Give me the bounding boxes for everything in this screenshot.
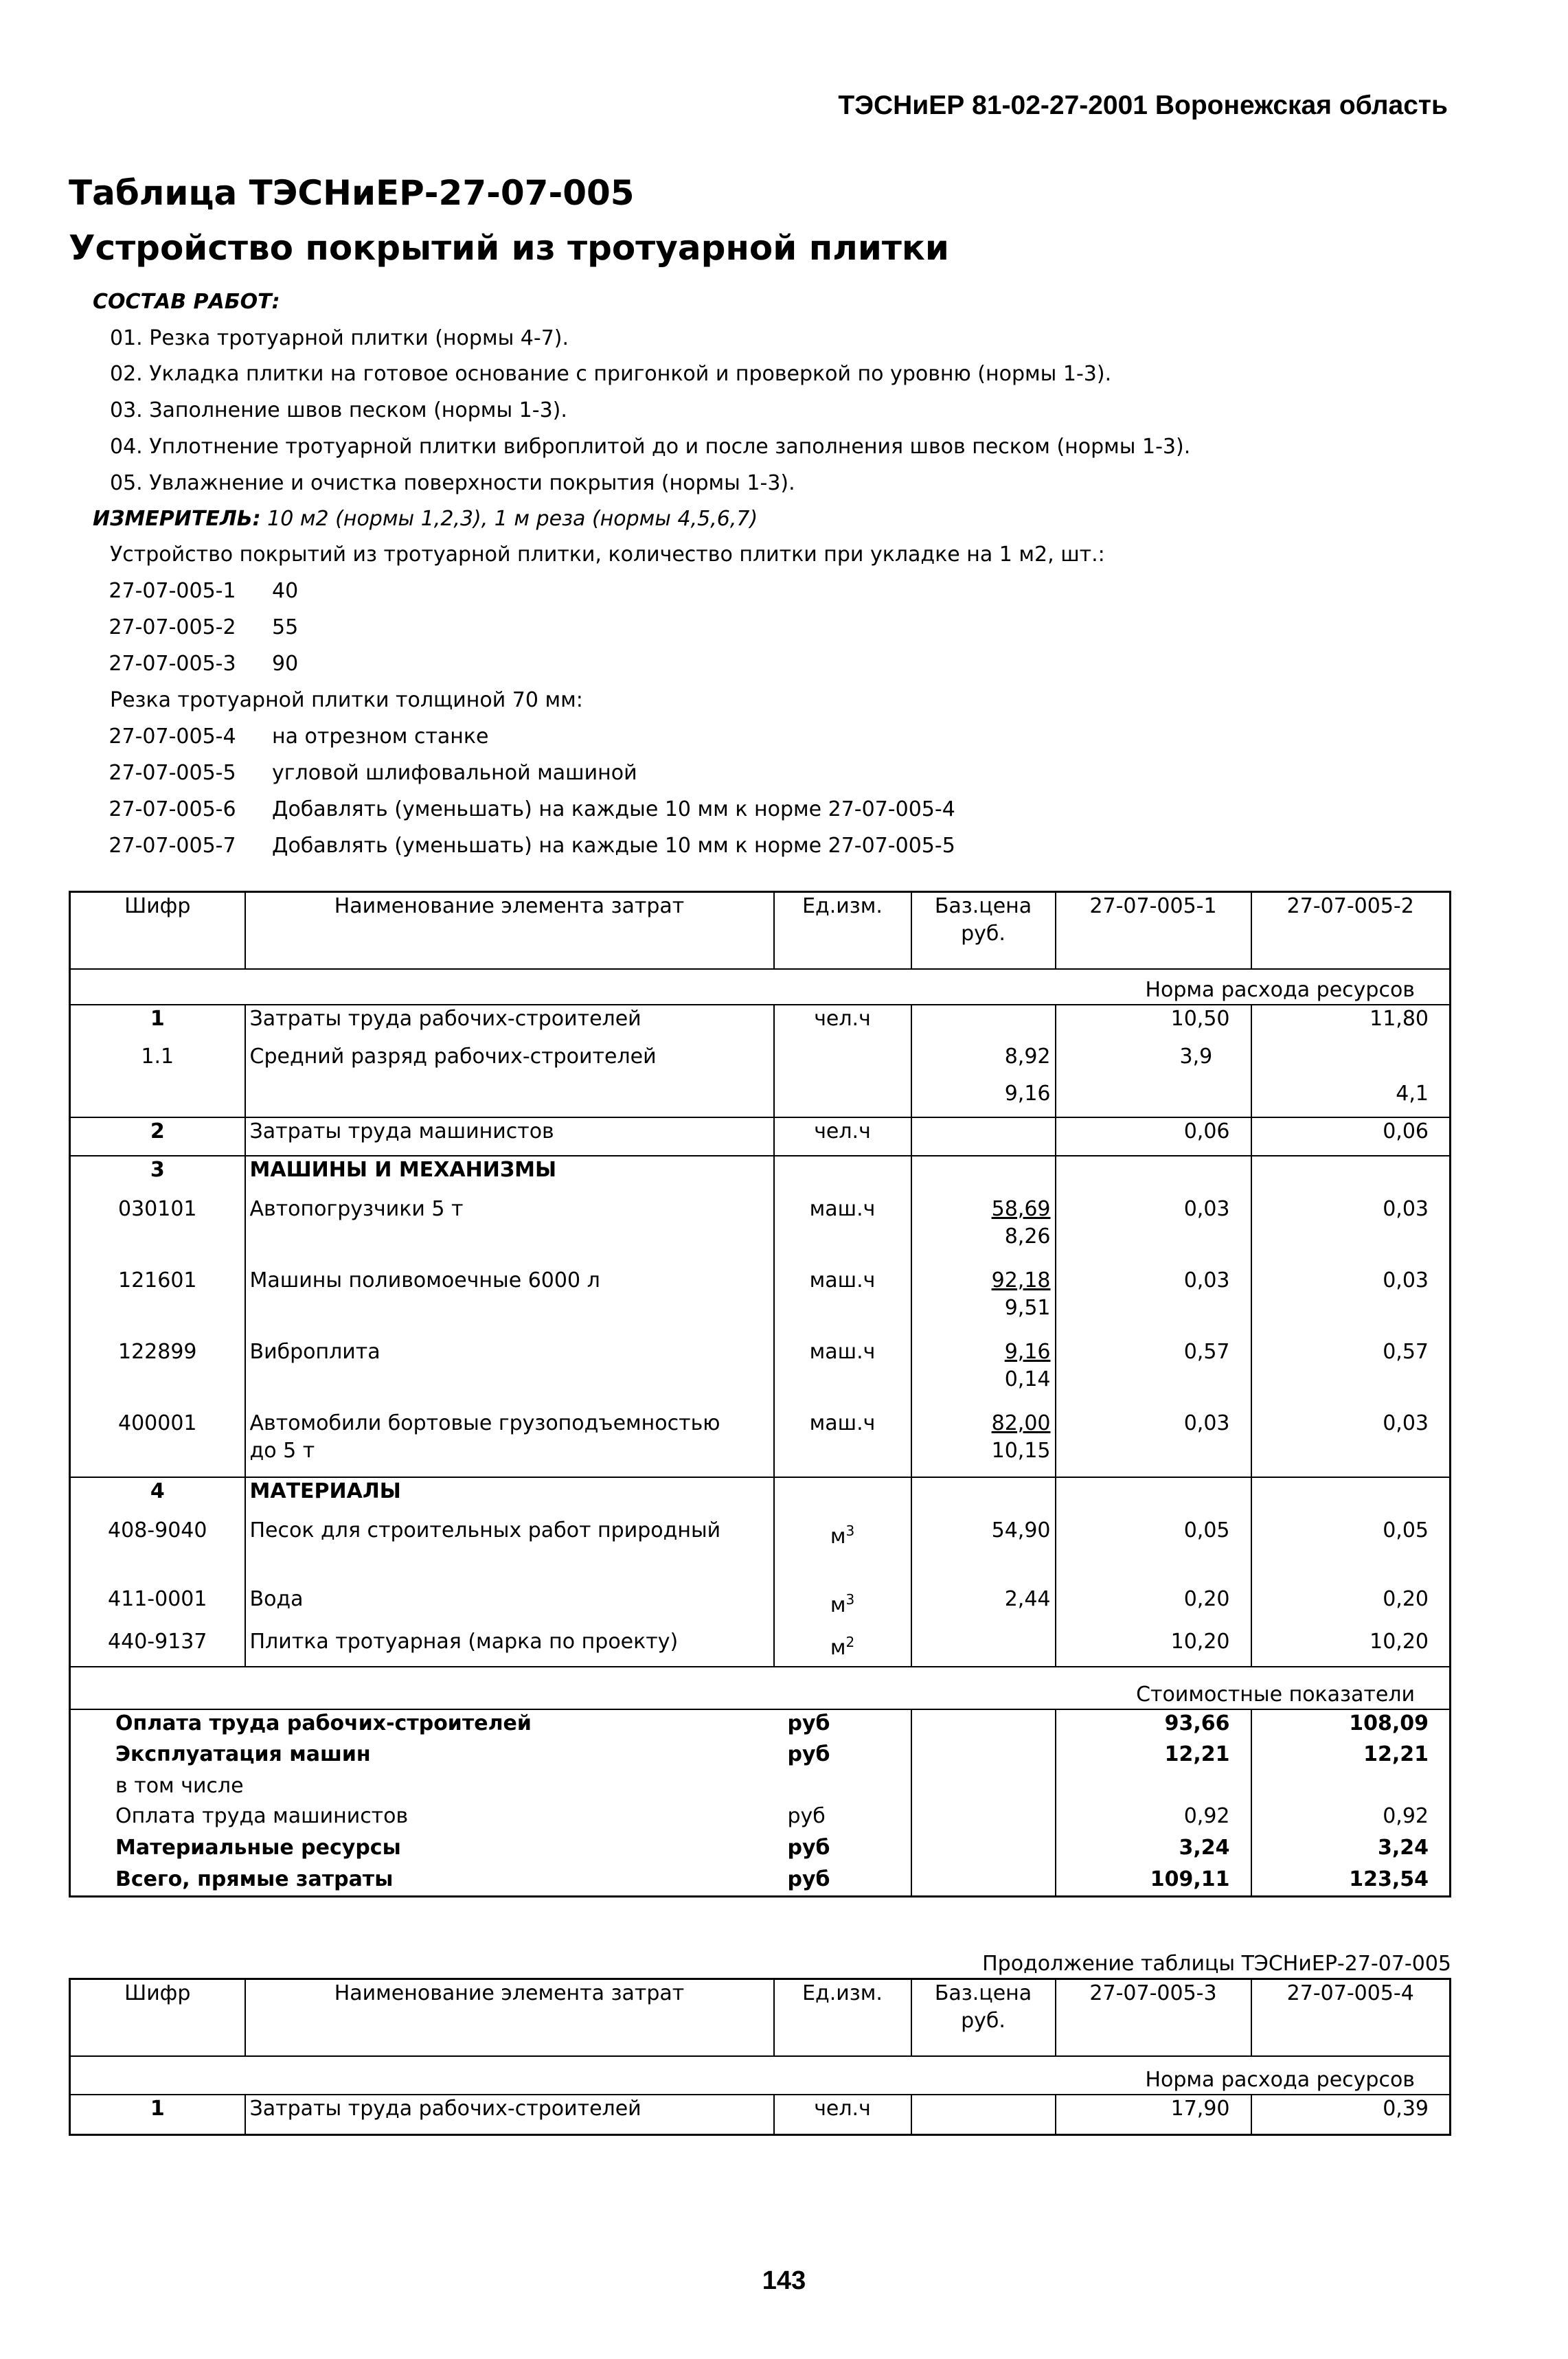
row-code: 408-9040 — [108, 1518, 207, 1542]
cost-value-1 — [1056, 1773, 1251, 1803]
row-value-2: 0,03 — [1251, 1267, 1451, 1338]
row-name: Плитка тротуарная (марка по проекту) — [245, 1628, 774, 1667]
row-code: 121601 — [117, 1268, 197, 1292]
cost-name: Оплата труда рабочих-строителей — [115, 1711, 532, 1735]
measure-line — [93, 507, 758, 531]
table-header-row — [70, 1979, 1451, 2057]
section-title: МАТЕРИАЛЫ — [245, 1477, 774, 1517]
header-unit: Ед.изм. — [774, 1979, 911, 2057]
resource-table-continuation — [69, 1978, 1451, 2136]
continuation-label: Продолжение таблицы ТЭСНиЕР-27-07-005 — [982, 1952, 1451, 1976]
row-unit-text: м — [830, 1525, 846, 1549]
row-code: 440-9137 — [108, 1630, 207, 1654]
table-row — [70, 1043, 1451, 1080]
row-value-1 — [1056, 1080, 1251, 1117]
row-name-line-1: Автомобили бортовые грузоподъемностью — [249, 1411, 720, 1435]
table-row — [70, 1628, 1451, 1667]
section-row-materials — [70, 1477, 1451, 1517]
norm-text: 40 — [272, 579, 299, 603]
row-value-2: 0,57 — [1251, 1338, 1451, 1410]
row-price: 9,16 — [911, 1080, 1056, 1117]
cost-value-1: 0,92 — [1056, 1803, 1251, 1834]
composition-item: 04. Уплотнение тротуарной плитки виброплитой до и после заполнения швов песком (нормы 1-3). — [110, 435, 1191, 459]
row-code: 400001 — [117, 1411, 197, 1435]
cost-unit: руб — [787, 1711, 830, 1735]
row-name: Затраты труда рабочих-строителей — [245, 1005, 774, 1043]
row-price — [911, 1410, 1056, 1477]
row-name: Затраты труда рабочих-строителей — [245, 2095, 774, 2134]
row-unit: маш.ч — [774, 1196, 911, 1267]
row-value-1: 0,06 — [1056, 1117, 1251, 1156]
row-price: 54,90 — [911, 1517, 1056, 1586]
cost-value-1: 3,24 — [1056, 1834, 1251, 1866]
row-unit: маш.ч — [774, 1267, 911, 1338]
row-value-1: 0,05 — [1056, 1517, 1251, 1586]
row-price — [911, 1338, 1056, 1410]
composition-label: СОСТАВ РАБОТ: — [93, 290, 280, 314]
row-name: Затраты труда машинистов — [245, 1117, 774, 1156]
cost-row — [70, 1773, 1451, 1803]
row-unit: чел.ч — [774, 2095, 911, 2134]
cost-name: Эксплуатация машин — [115, 1742, 371, 1766]
cost-name: Всего, прямые затраты — [115, 1867, 394, 1891]
row-price — [911, 2095, 1056, 2134]
cost-value-2: 12,21 — [1251, 1741, 1451, 1773]
row-price — [911, 1628, 1056, 1667]
row-value-1: 0,03 — [1056, 1196, 1251, 1267]
norm-text: на отрезном станке — [272, 725, 489, 749]
norm-code: 27-07-005-1 — [109, 579, 236, 603]
cost-name: Оплата труда машинистов — [115, 1804, 409, 1828]
cost-value-2: 123,54 — [1251, 1866, 1451, 1896]
header-price: Баз.цена руб. — [911, 1979, 1056, 2057]
cost-row — [70, 1834, 1451, 1866]
cost-row — [70, 1741, 1451, 1773]
row-code: 122899 — [117, 1340, 197, 1364]
composition-item: 01. Резка тротуарной плитки (нормы 4-7). — [110, 326, 569, 350]
row-name: Вода — [245, 1586, 774, 1628]
header-unit: Ед.изм. — [774, 892, 911, 970]
row-unit: чел.ч — [774, 1117, 911, 1156]
row-value-1: 3,9 — [1056, 1043, 1251, 1080]
table-title: Таблица ТЭСНиЕР-27-07-005 — [69, 173, 635, 213]
table-row — [70, 1117, 1451, 1156]
cost-value-2: 0,92 — [1251, 1803, 1451, 1834]
group1-label: Устройство покрытий из тротуарной плитки, количество плитки при укладке на 1 м2, шт.: — [110, 543, 1105, 567]
cost-unit: руб — [787, 1836, 830, 1860]
table-row — [70, 1586, 1451, 1628]
cost-row — [70, 1709, 1451, 1741]
section-row-machines — [70, 1156, 1451, 1196]
row-price-wage: 8,26 — [1004, 1224, 1051, 1249]
row-code: 030101 — [117, 1197, 197, 1221]
header-name: Наименование элемента затрат — [245, 1979, 774, 2057]
row-name: Виброплита — [245, 1338, 774, 1410]
composition-item: 02. Укладка плитки на готовое основание с пригонкой и проверкой по уровню (нормы 1-3). — [110, 362, 1112, 386]
norm-code-row — [73, 834, 955, 858]
row-value-1: 10,50 — [1056, 1005, 1251, 1043]
row-unit — [774, 1080, 911, 1117]
norm-code: 27-07-005-3 — [109, 652, 236, 676]
composition-item: 05. Увлажнение и очистка поверхности покрытия (нормы 1-3). — [110, 471, 795, 495]
cost-value-2: 3,24 — [1251, 1834, 1451, 1866]
header-norm-4: 27-07-005-4 — [1251, 1979, 1451, 2057]
norm-text: 90 — [272, 652, 299, 676]
row-price: 2,44 — [911, 1586, 1056, 1628]
section-title: МАШИНЫ И МЕХАНИЗМЫ — [245, 1156, 774, 1196]
norm-code-row — [73, 797, 955, 821]
document-header: ТЭСНиЕР 81-02-27-2001 Воронежская область — [838, 91, 1448, 120]
table-row — [70, 1080, 1451, 1117]
row-value-1: 0,20 — [1056, 1586, 1251, 1628]
row-value-2: 11,80 — [1251, 1005, 1451, 1043]
cost-value-2: 108,09 — [1251, 1709, 1451, 1741]
norm-code-row — [73, 615, 298, 639]
row-value-2: 0,39 — [1251, 2095, 1451, 2134]
header-code: Шифр — [124, 1981, 191, 2005]
row-value-2 — [1251, 1043, 1451, 1080]
row-price-wage: 9,51 — [1004, 1296, 1051, 1320]
row-price — [911, 1196, 1056, 1267]
section-code: 3 — [150, 1158, 165, 1182]
row-name — [245, 1410, 774, 1477]
row-name: Песок для строительных работ природный — [245, 1517, 774, 1586]
table-row — [70, 1267, 1451, 1338]
group2-label: Резка тротуарной плитки толщиной 70 мм: — [110, 688, 583, 712]
row-unit-power: 3 — [845, 1591, 855, 1608]
table-row — [70, 1517, 1451, 1586]
row-name: Автопогрузчики 5 т — [245, 1196, 774, 1267]
cost-row — [70, 1803, 1451, 1834]
row-value-1: 0,57 — [1056, 1338, 1251, 1410]
row-unit — [774, 1586, 911, 1628]
norm-code: 27-07-005-7 — [109, 834, 236, 858]
cost-value-1: 109,11 — [1056, 1866, 1251, 1896]
cost-section-label: Стоимостные показатели — [1136, 1683, 1415, 1707]
row-price — [911, 1005, 1056, 1043]
table-row — [70, 1338, 1451, 1410]
page-number: 143 — [762, 2266, 806, 2295]
cost-value-1: 93,66 — [1056, 1709, 1251, 1741]
norm-text: 55 — [272, 615, 299, 639]
measure-label: ИЗМЕРИТЕЛЬ: — [93, 507, 261, 531]
row-unit-text: м — [830, 1593, 846, 1617]
header-norm-3: 27-07-005-3 — [1056, 1979, 1251, 2057]
row-name: Средний разряд рабочих-строителей — [245, 1043, 774, 1080]
row-code: 1 — [150, 2097, 165, 2121]
row-price-wage: 10,15 — [991, 1439, 1051, 1463]
row-price — [911, 1117, 1056, 1156]
row-value-2: 0,20 — [1251, 1586, 1451, 1628]
cost-value-2 — [1251, 1773, 1451, 1803]
row-unit-power: 3 — [845, 1523, 855, 1539]
row-value-2: 0,03 — [1251, 1196, 1451, 1267]
row-code: 1 — [150, 1007, 165, 1031]
row-value-2: 0,06 — [1251, 1117, 1451, 1156]
measure-text: 10 м2 (нормы 1,2,3), 1 м реза (нормы 4,5,6,7) — [267, 507, 758, 531]
table-row — [70, 2095, 1451, 2134]
row-value-1: 17,90 — [1056, 2095, 1251, 2134]
row-value-1: 10,20 — [1056, 1628, 1251, 1667]
norm-text: угловой шлифовальной машиной — [272, 761, 637, 785]
header-code: Шифр — [124, 894, 191, 918]
row-unit: маш.ч — [774, 1338, 911, 1410]
norm-code-row — [73, 652, 298, 676]
row-price-base: 58,69 — [991, 1197, 1051, 1221]
cost-unit: руб — [787, 1804, 826, 1828]
row-unit — [774, 1628, 911, 1667]
table-row — [70, 1196, 1451, 1267]
row-price-base: 92,18 — [991, 1268, 1051, 1292]
header-norm-2: 27-07-005-2 — [1251, 892, 1451, 970]
norm-text: Добавлять (уменьшать) на каждые 10 мм к норме 27-07-005-5 — [272, 834, 955, 858]
row-price-wage: 0,14 — [1004, 1367, 1051, 1391]
composition-item: 03. Заполнение швов песком (нормы 1-3). — [110, 398, 567, 422]
row-value-2: 4,1 — [1251, 1080, 1451, 1117]
cost-name: в том числе — [115, 1774, 244, 1798]
header-price: Баз.цена руб. — [911, 892, 1056, 970]
row-unit — [774, 1043, 911, 1080]
row-value-2: 10,20 — [1251, 1628, 1451, 1667]
cost-unit: руб — [787, 1867, 830, 1891]
row-value-2: 0,03 — [1251, 1410, 1451, 1477]
table-row — [70, 1410, 1451, 1477]
row-unit-power: 2 — [845, 1634, 855, 1650]
row-unit-text: м — [830, 1636, 846, 1660]
header-name: Наименование элемента затрат — [245, 892, 774, 970]
norm-code: 27-07-005-4 — [109, 725, 236, 749]
row-value-1: 0,03 — [1056, 1267, 1251, 1338]
cost-unit — [774, 1773, 911, 1803]
row-name: Машины поливомоечные 6000 л — [245, 1267, 774, 1338]
row-unit: чел.ч — [774, 1005, 911, 1043]
cost-name: Материальные ресурсы — [115, 1836, 401, 1860]
norm-code-row — [73, 579, 298, 603]
table-subtitle: Устройство покрытий из тротуарной плитки — [69, 228, 949, 268]
row-code: 1.1 — [141, 1045, 174, 1069]
norm-code: 27-07-005-5 — [109, 761, 236, 785]
norm-text: Добавлять (уменьшать) на каждые 10 мм к норме 27-07-005-4 — [272, 797, 955, 821]
norm-section-label: Норма расхода ресурсов — [1145, 2068, 1415, 2092]
norm-code-row — [73, 725, 489, 749]
cost-value-1: 12,21 — [1056, 1741, 1251, 1773]
row-price — [911, 1267, 1056, 1338]
norm-code: 27-07-005-2 — [109, 615, 236, 639]
row-unit: маш.ч — [774, 1410, 911, 1477]
row-price-base: 82,00 — [991, 1411, 1051, 1435]
row-price-base: 9,16 — [1004, 1340, 1051, 1364]
row-code: 2 — [150, 1119, 165, 1143]
row-code — [70, 1080, 245, 1117]
row-name-line-2: до 5 т — [249, 1439, 315, 1463]
row-unit — [774, 1517, 911, 1586]
norm-code-row — [73, 761, 637, 785]
row-value-2: 0,05 — [1251, 1517, 1451, 1586]
cost-unit: руб — [787, 1742, 830, 1766]
cost-row-total — [70, 1866, 1451, 1896]
norm-code: 27-07-005-6 — [109, 797, 236, 821]
norm-section-label: Норма расхода ресурсов — [1145, 978, 1415, 1002]
section-code: 4 — [150, 1479, 165, 1503]
resource-table — [69, 891, 1451, 1898]
row-name — [245, 1080, 774, 1117]
row-code: 411-0001 — [108, 1587, 207, 1611]
row-value-1: 0,03 — [1056, 1410, 1251, 1477]
table-row — [70, 1005, 1451, 1043]
header-norm-1: 27-07-005-1 — [1056, 892, 1251, 970]
table-header-row — [70, 892, 1451, 970]
row-price: 8,92 — [911, 1043, 1056, 1080]
